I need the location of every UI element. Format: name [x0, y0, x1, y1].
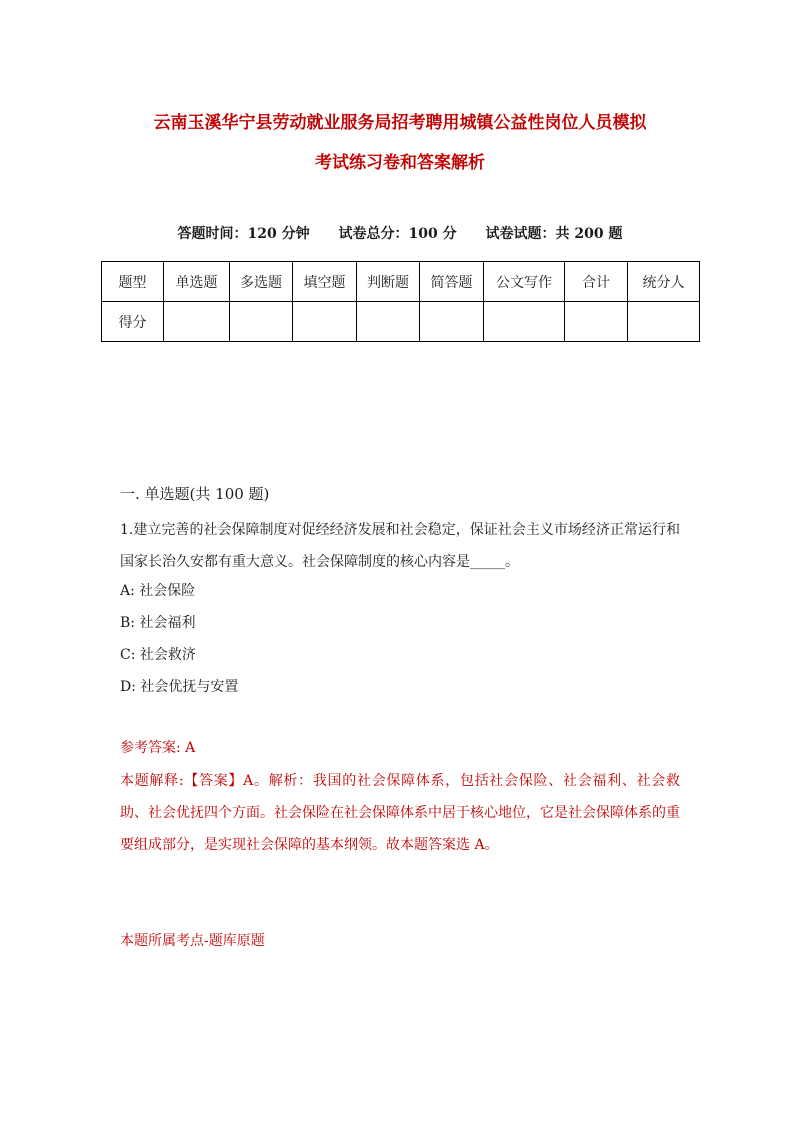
section-heading: 一. 单选题(共 100 题) — [120, 485, 270, 503]
score-header-cell: 公文写作 — [484, 262, 565, 302]
exam-meta — [0, 223, 800, 243]
exam-total-score: 试卷总分：100 分 — [338, 226, 457, 242]
score-cell — [230, 302, 293, 342]
score-header-cell: 合计 — [565, 262, 628, 302]
option-a: A: 社会保险 — [120, 583, 196, 599]
score-cell — [164, 302, 230, 342]
score-row-label: 得分 — [102, 302, 164, 342]
score-header-cell: 单选题 — [164, 262, 230, 302]
document-title-line1: 云南玉溪华宁县劳动就业服务局招考聘用城镇公益性岗位人员模拟 — [153, 113, 647, 133]
exam-question-count: 试卷试题：共 200 题 — [485, 226, 623, 242]
score-table-score-row — [102, 302, 700, 342]
reference-answer: 参考答案: A — [120, 740, 196, 756]
score-header-cell: 简答题 — [420, 262, 484, 302]
score-table-header-row — [102, 262, 700, 302]
answer-explanation: 本题解释:【答案】A。解析：我国的社会保障体系，包括社会保险、社会福利、社会救助、社会优抚四个方面。社会保险在社会保障体系中居于核心地位，它是社会保障体系的重要组成部分，是实现社会保障的基本纲领。故本题答案选 A。 — [120, 773, 680, 853]
document-title-line2: 考试练习卷和答案解析 — [315, 153, 485, 173]
exam-time: 答题时间：120 分钟 — [177, 226, 310, 242]
score-cell — [628, 302, 700, 342]
knowledge-point: 本题所属考点-题库原题 — [120, 933, 265, 949]
score-header-cell: 填空题 — [293, 262, 357, 302]
option-b: B: 社会福利 — [120, 615, 196, 631]
score-header-cell: 多选题 — [230, 262, 293, 302]
score-header-cell: 题型 — [102, 262, 164, 302]
score-cell — [357, 302, 420, 342]
score-cell — [565, 302, 628, 342]
question-text: 1.建立完善的社会保障制度对促经经济发展和社会稳定，保证社会主义市场经济正常运行和国家长治久安都有重大意义。社会保障制度的核心内容是_____。 — [120, 522, 680, 570]
option-d: D: 社会优抚与安置 — [120, 679, 239, 695]
score-table — [101, 261, 700, 342]
score-header-cell: 统分人 — [628, 262, 700, 302]
score-cell — [420, 302, 484, 342]
score-cell — [293, 302, 357, 342]
score-header-cell: 判断题 — [357, 262, 420, 302]
option-c: C: 社会救济 — [120, 647, 196, 663]
score-cell — [484, 302, 565, 342]
